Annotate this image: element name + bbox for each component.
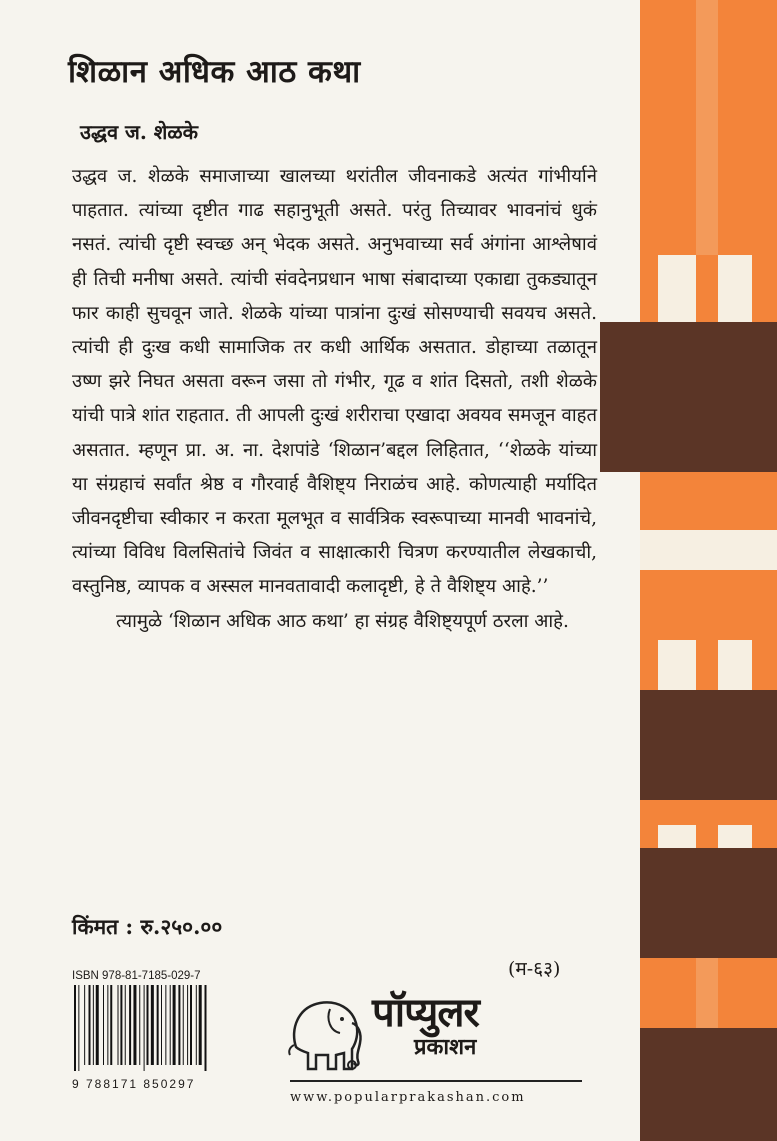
publisher-name: पॉप्युलर: [372, 990, 479, 1036]
barcode-bar: [107, 985, 108, 1065]
divider: [290, 1080, 582, 1082]
barcode-bar: [190, 985, 192, 1065]
barcode-bar: [178, 985, 180, 1065]
barcode-bar: [173, 985, 176, 1065]
barcode-icon: [72, 985, 252, 1071]
barcode-bar: [129, 985, 131, 1065]
blurb: [72, 160, 597, 639]
barcode-bar: [120, 985, 122, 1065]
blurb-paragraph: त्यामुळे ‘शिळान अधिक आठ कथा’ हा संग्रह वैशिष्ट्यपूर्ण ठरला आहे.: [116, 610, 569, 632]
barcode-bar: [110, 985, 112, 1065]
elephant-icon: [286, 989, 366, 1077]
publisher-sub: प्रकाशन: [414, 1035, 477, 1060]
barcode-bar: [183, 985, 184, 1065]
author-name: उद्धव ज. शेळके: [80, 120, 198, 144]
barcode-bar: [144, 985, 145, 1071]
barcode-bar: [187, 985, 188, 1065]
barcode-bar: [84, 985, 85, 1065]
barcode-bar: [74, 985, 76, 1071]
barcode-bar: [147, 985, 149, 1065]
catalog-code: (म-६३): [508, 958, 561, 980]
barcode-bar: [170, 985, 171, 1065]
barcode-bar: [78, 985, 79, 1071]
barcode-bar: [103, 985, 104, 1065]
price-label: किंमत : रु.२५०.००: [72, 914, 223, 939]
decorative-stripes: [600, 0, 777, 1141]
barcode-block: [72, 970, 252, 1090]
barcode-bar: [118, 985, 119, 1065]
barcode-number: 9 788171 850297: [72, 1077, 196, 1091]
barcode-bar: [133, 985, 136, 1065]
barcode-bar: [139, 985, 140, 1065]
publisher-logo: [286, 985, 586, 1085]
isbn-label: ISBN 978-81-7185-029-7: [72, 970, 201, 982]
barcode-bar: [125, 985, 126, 1065]
barcode-bar: [205, 985, 207, 1071]
publisher-url: www.popularprakashan.com: [290, 1090, 526, 1105]
barcode-bar: [165, 985, 166, 1065]
barcode-bar: [157, 985, 159, 1065]
barcode-bar: [196, 985, 197, 1065]
barcode-bar: [89, 985, 91, 1065]
barcode-bar: [161, 985, 162, 1065]
book-title: शिळान अधिक आठ कथा: [68, 54, 361, 90]
blurb-paragraph: उद्धव ज. शेळके समाजाच्या खालच्या थरांतील जीवनाकडे अत्यंत गांभीर्याने पाहतात. त्यांच्या दृष्टीत गाढ सहानुभूती असते. परंतु तिच्यावर भावनांचं धुकं नसतं. त्यांची दृष्टी स्वच्छ अन् भेदक असते. अनुभवाच्या सर्व अंगांना आश्लेषावं ही तिची मनीषा असते. त्यांची संवदेनप्रधान भाषा संबादाच्या एकाद्या तुकड्यातून फार काही सुचवून जाते. शेळके यांच्या पात्रांना दुःखं सोसण्याची सवयच असते. त्यांची ही दुःख कधी सामाजिक तर कधी आर्थिक असतात. डोहाच्या तळातून उष्ण झरे निघत असता वरून जसा तो गंभीर, गूढ व शांत दिसतो, तशी शेळके यांची पात्रे शांत राहतात. ती आपली दुःखं शरीराचा एखादा अवयव समजून वाहत असतात. म्हणून प्रा. अ. ना. देशपांडे ‘शिळान’बद्दल लिहितात, ‘‘शेळके यांच्या या संग्रहाचं सर्वांत श्रेष्ठ व गौरवार्ह वैशिष्ट्य निराळंच आहे. कोणत्याही मर्यादित जीवनदृष्टीचा स्वीकार न करता मूलभूत व सार्वत्रिक स्वरूपाच्या मानवी भावनांचे, त्यांच्या विविध विलसितांचे जिवंत व साक्षात्कारी चित्रण करण्यातील लेखकाची, वस्तुनिष्ठ, व्यापक व अस्सल मानवतावादी कलादृष्टी, हे ते वैशिष्ट्य आहे.’’: [72, 166, 597, 598]
barcode-bar: [93, 985, 94, 1065]
barcode-bar: [151, 985, 154, 1065]
barcode-bar: [199, 985, 202, 1065]
barcode-bar: [96, 985, 99, 1065]
